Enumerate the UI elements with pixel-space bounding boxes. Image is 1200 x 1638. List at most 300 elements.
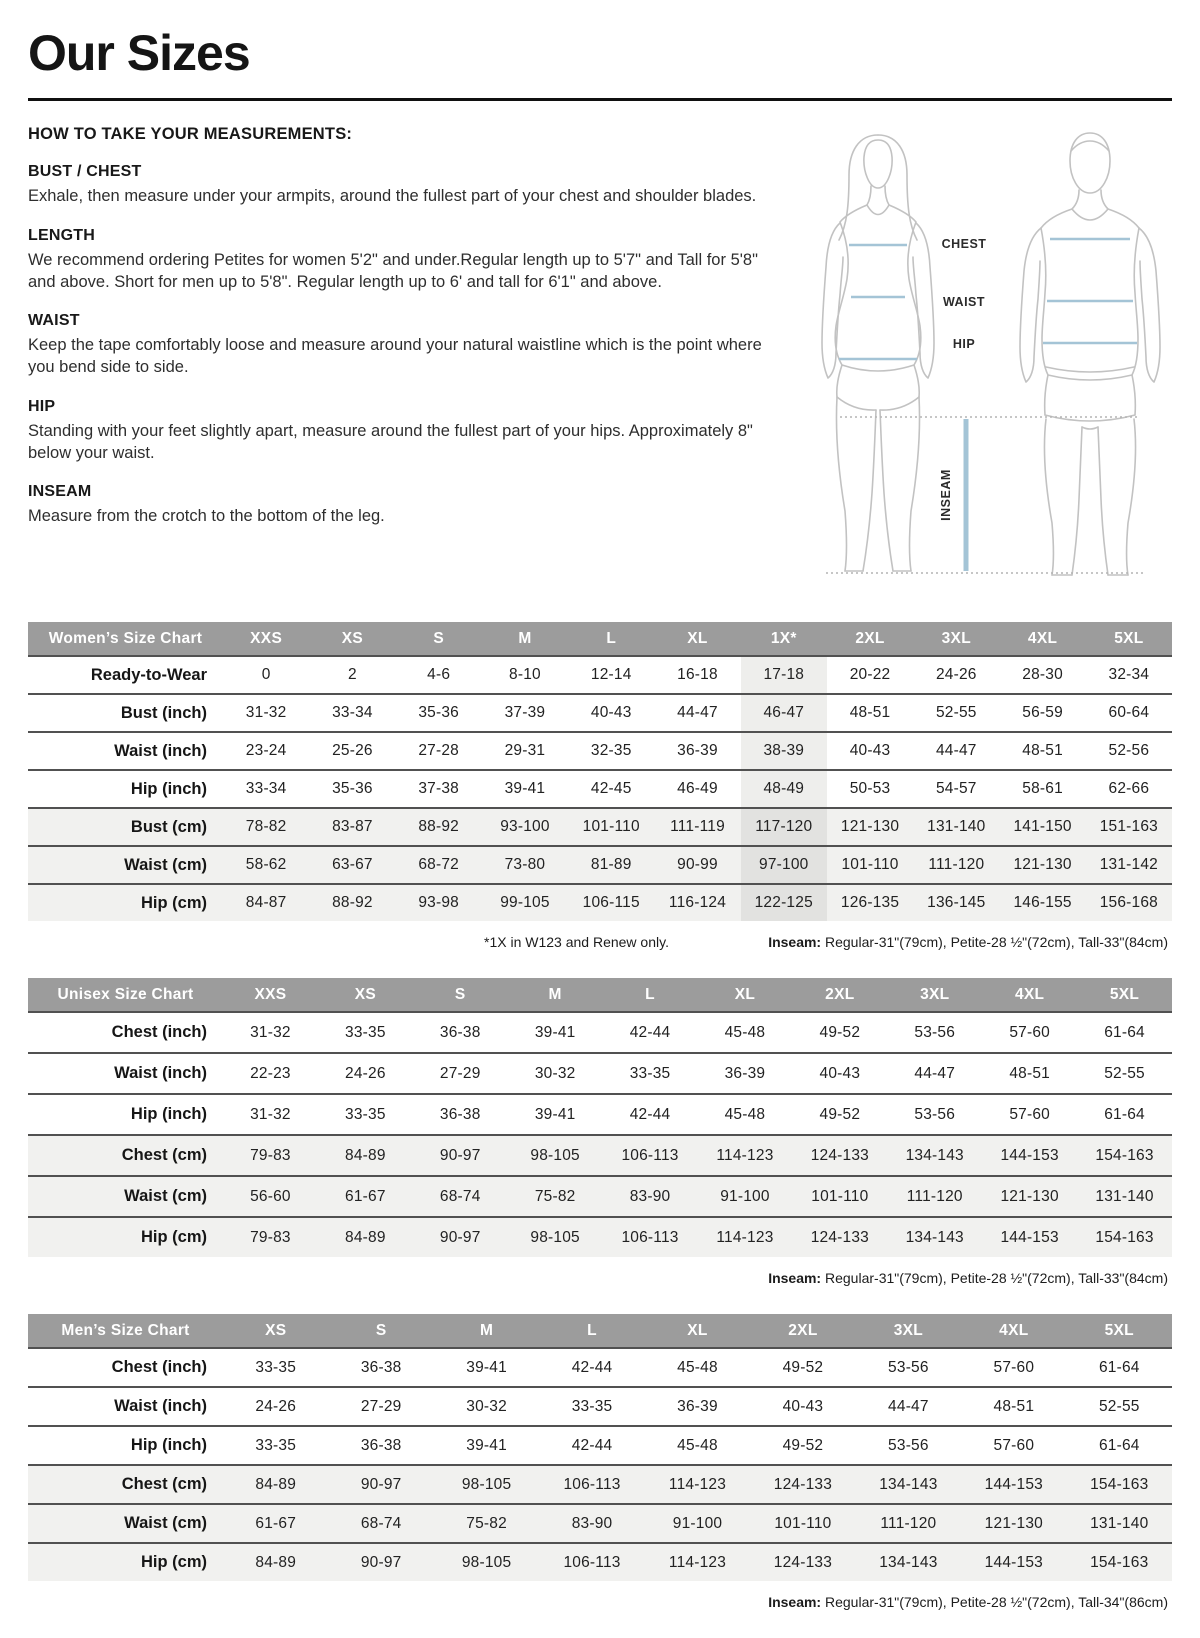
table-row <box>28 1011 1172 1052</box>
size-cell: 31-32 <box>250 1023 291 1041</box>
size-cell: 44-47 <box>677 704 718 721</box>
column-header: L <box>645 985 655 1003</box>
size-cell: 106-113 <box>563 1475 621 1493</box>
table-header-row <box>28 978 1172 1011</box>
size-cell: 52-55 <box>1104 1064 1145 1082</box>
row-label: Hip (cm) <box>141 1553 207 1571</box>
size-cell: 20-22 <box>849 666 891 683</box>
table-row <box>28 883 1172 921</box>
size-cell: 101-110 <box>582 818 640 835</box>
size-cell: 61-64 <box>1104 1105 1145 1123</box>
size-cell: 75-82 <box>466 1514 507 1532</box>
size-cell: 28-30 <box>1022 666 1063 683</box>
column-header: 3XL <box>920 985 950 1003</box>
footnote-inseam-note: Inseam: Regular-31"(79cm), Petite-28 ½"(72cm), Tall-34"(86cm) <box>768 1594 1168 1610</box>
size-cell: 57-60 <box>1009 1105 1050 1123</box>
size-cell: 29-31 <box>504 742 546 759</box>
size-cell: 16-18 <box>677 666 718 683</box>
table-row <box>28 1347 1172 1386</box>
footnote-inseam-label: Inseam: <box>768 1594 822 1610</box>
size-cell: 58-62 <box>245 856 287 873</box>
size-cell: 24-26 <box>345 1064 386 1082</box>
size-cell: 35-36 <box>332 780 373 797</box>
column-header: XL <box>687 1321 708 1339</box>
size-cell: 4-6 <box>427 666 451 683</box>
size-cell: 144-153 <box>984 1475 1043 1493</box>
table-row <box>28 1425 1172 1464</box>
size-cell: 45-48 <box>677 1358 718 1376</box>
size-cell: 136-145 <box>927 894 986 911</box>
size-cell: 114-123 <box>716 1146 774 1164</box>
size-cell: 49-52 <box>819 1023 861 1041</box>
size-cell: 42-44 <box>629 1105 671 1123</box>
size-cell: 144-153 <box>1000 1228 1059 1246</box>
size-cell: 31-32 <box>250 1105 291 1123</box>
size-cell: 57-60 <box>993 1436 1035 1454</box>
size-cell: 30-32 <box>466 1397 507 1415</box>
row-label: Chest (inch) <box>111 1358 207 1376</box>
size-cell: 79-83 <box>250 1146 291 1164</box>
size-cell: 57-60 <box>1009 1023 1050 1041</box>
section-heading: BUST / CHEST <box>28 163 142 180</box>
table-row <box>28 1134 1172 1175</box>
footnote-inseam-label: Inseam: <box>768 934 822 950</box>
body-measurement-illustration <box>790 127 1182 589</box>
size-cell: 46-47 <box>741 695 827 731</box>
size-cell: 48-51 <box>993 1397 1035 1415</box>
table-row <box>28 693 1172 731</box>
section-waist <box>28 312 784 379</box>
size-cell: 42-44 <box>571 1436 613 1454</box>
size-cell: 134-143 <box>905 1228 964 1246</box>
column-header: L <box>587 1321 597 1339</box>
size-cell: 31-32 <box>245 704 287 721</box>
size-cell: 33-35 <box>571 1397 613 1415</box>
size-cell: 90-97 <box>439 1146 481 1164</box>
size-cell: 36-38 <box>439 1105 481 1123</box>
column-header: 4XL <box>999 1321 1029 1339</box>
column-header: S <box>375 1321 387 1339</box>
table-footnote <box>28 1594 1172 1610</box>
row-label: Waist (inch) <box>114 1064 207 1082</box>
row-label: Chest (inch) <box>111 1023 207 1041</box>
size-cell: 36-39 <box>724 1064 766 1082</box>
size-cell: 22-23 <box>250 1064 291 1082</box>
size-cell: 23-24 <box>245 742 287 759</box>
section-heading: LENGTH <box>28 226 95 244</box>
title-divider <box>28 98 1172 101</box>
size-cell: 84-89 <box>345 1228 386 1246</box>
size-cell: 27-29 <box>360 1397 402 1415</box>
column-header: 2XL <box>788 1321 818 1339</box>
page-title: Our Sizes <box>28 25 250 81</box>
column-header: L <box>606 629 617 647</box>
size-cell: 141-150 <box>1013 818 1072 835</box>
female-figure <box>822 135 934 571</box>
section-body: We recommend ordering Petites for women 5'2" and under.Regular length up to 5'7" and Tall for 5'8" and above. Short for men up to 5'8". Regular length up to 6' and tall for 6'1" and above. <box>28 250 758 291</box>
table-row <box>28 1503 1172 1542</box>
row-label: Chest (cm) <box>121 1475 207 1493</box>
size-cell: 134-143 <box>879 1553 938 1571</box>
size-cell: 32-35 <box>590 742 632 759</box>
size-cell: 53-56 <box>914 1105 956 1123</box>
size-cell: 24-26 <box>255 1397 297 1415</box>
footnote-inseam-note: Inseam: Regular-31"(79cm), Petite-28 ½"(72cm), Tall-33"(84cm) <box>768 1270 1168 1286</box>
size-cell: 124-133 <box>810 1228 869 1246</box>
size-cell: 111-120 <box>906 1187 963 1205</box>
size-cell: 45-48 <box>724 1023 766 1041</box>
row-label: Bust (inch) <box>120 703 207 722</box>
size-cell: 144-153 <box>1000 1146 1059 1164</box>
inseam-label: INSEAM <box>939 469 953 521</box>
size-cell: 101-110 <box>774 1514 832 1532</box>
size-cell: 84-87 <box>245 894 287 911</box>
table-row <box>28 1464 1172 1503</box>
table-row <box>28 1386 1172 1425</box>
size-cell: 36-38 <box>360 1358 402 1376</box>
size-cell: 98-105 <box>461 1475 512 1493</box>
size-cell: 88-92 <box>332 894 373 911</box>
size-cell: 144-153 <box>984 1553 1043 1571</box>
size-cell: 114-123 <box>668 1553 727 1571</box>
size-cell: 33-35 <box>255 1436 297 1454</box>
table-row <box>28 807 1172 845</box>
size-cell: 56-60 <box>250 1187 291 1205</box>
column-header: 4XL <box>1027 629 1058 647</box>
size-cell: 27-29 <box>439 1064 481 1082</box>
size-cell: 61-64 <box>1098 1358 1140 1376</box>
column-header: M <box>548 985 562 1003</box>
size-cell: 27-28 <box>418 742 459 759</box>
size-cell: 48-51 <box>849 704 891 721</box>
size-cell: 117-120 <box>741 809 827 845</box>
column-header: 2XL <box>825 985 855 1003</box>
size-cell: 53-56 <box>914 1023 956 1041</box>
size-cell: 146-155 <box>1013 894 1072 911</box>
column-header: XS <box>341 629 364 647</box>
row-label: Hip (cm) <box>141 893 207 912</box>
size-cell: 93-98 <box>418 894 459 911</box>
row-label: Bust (cm) <box>130 817 207 836</box>
size-cell: 24-26 <box>935 666 977 683</box>
size-cell: 17-18 <box>741 657 827 693</box>
size-cell: 53-56 <box>888 1358 929 1376</box>
size-cell: 40-43 <box>819 1064 861 1082</box>
unisex-size-table <box>28 978 1172 1286</box>
size-cell: 36-38 <box>439 1023 481 1041</box>
size-cell: 39-41 <box>534 1023 576 1041</box>
size-cell: 39-41 <box>466 1358 507 1376</box>
table-footnote <box>28 934 1172 950</box>
column-header: XXS <box>250 629 283 647</box>
section-heading: INSEAM <box>28 483 92 501</box>
size-cell: 58-61 <box>1022 780 1063 797</box>
column-header: 2XL <box>855 629 885 647</box>
size-cell: 90-99 <box>677 856 718 873</box>
row-label: Waist (cm) <box>124 1187 207 1205</box>
measurements-section <box>28 125 1172 594</box>
size-cell: 99-105 <box>500 894 550 911</box>
row-label: Waist (inch) <box>114 1397 207 1415</box>
size-cell: 111-120 <box>880 1514 937 1532</box>
size-cell: 83-90 <box>571 1514 613 1532</box>
size-cell: 36-38 <box>360 1436 402 1454</box>
section-inseam <box>28 483 784 528</box>
size-cell: 116-124 <box>668 894 727 911</box>
size-cell: 114-123 <box>716 1228 774 1246</box>
size-cell: 44-47 <box>914 1064 956 1082</box>
table-header-row <box>28 622 1172 655</box>
table-header-row <box>28 1314 1172 1347</box>
size-cell: 36-39 <box>677 742 718 759</box>
size-cell: 33-34 <box>332 704 373 721</box>
size-cell: 32-34 <box>1108 666 1150 683</box>
column-header: XL <box>734 985 756 1003</box>
size-cell: 42-44 <box>571 1358 613 1376</box>
size-cell: 42-45 <box>590 780 632 797</box>
size-cell: 49-52 <box>782 1358 824 1376</box>
column-header: 5XL <box>1114 629 1144 647</box>
size-cell: 84-89 <box>255 1475 297 1493</box>
section-heading: HIP <box>28 397 56 415</box>
chest-label: CHEST <box>941 237 987 251</box>
table-row <box>28 1542 1172 1581</box>
section-body: Measure from the crotch to the bottom of the leg. <box>28 507 385 526</box>
size-cell: 33-34 <box>245 780 287 797</box>
table-row <box>28 769 1172 807</box>
size-cell: 39-41 <box>534 1105 576 1123</box>
size-cell: 90-97 <box>439 1228 481 1246</box>
size-cell: 121-130 <box>984 1514 1043 1532</box>
footnote-inseam-note: Inseam: Regular-31"(79cm), Petite-28 ½"(72cm), Tall-33"(84cm) <box>768 934 1168 950</box>
size-cell: 57-60 <box>993 1358 1035 1376</box>
size-cell: 40-43 <box>590 704 632 721</box>
row-label: Hip (inch) <box>130 779 207 798</box>
size-cell: 93-100 <box>500 818 550 835</box>
row-label: Waist (cm) <box>124 855 207 874</box>
table-row <box>28 655 1172 693</box>
size-cell: 134-143 <box>905 1146 964 1164</box>
size-cell: 45-48 <box>677 1436 718 1454</box>
section-body: Standing with your feet slightly apart, measure around the fullest part of your hips. Approximately 8" below your waist. <box>28 421 753 462</box>
table-title: Unisex Size Chart <box>57 985 194 1003</box>
size-cell: 114-123 <box>668 1475 727 1493</box>
size-cell: 126-135 <box>840 894 900 911</box>
size-cell: 68-74 <box>360 1514 402 1532</box>
size-cell: 53-56 <box>888 1436 929 1454</box>
size-cell: 48-49 <box>741 771 827 807</box>
size-cell: 46-49 <box>677 780 718 797</box>
row-label: Waist (cm) <box>124 1514 207 1532</box>
size-cell: 33-35 <box>629 1064 671 1082</box>
measurement-diagram <box>790 127 1182 594</box>
size-cell: 35-36 <box>418 704 459 721</box>
size-cell: 134-143 <box>879 1475 938 1493</box>
table-title: Men’s Size Chart <box>61 1321 190 1339</box>
size-cell: 33-35 <box>345 1105 386 1123</box>
column-header: 5XL <box>1109 985 1140 1003</box>
size-cell: 8-10 <box>509 666 541 683</box>
size-cell: 33-35 <box>345 1023 386 1041</box>
row-label: Ready-to-Wear <box>90 665 207 684</box>
size-cell: 61-64 <box>1104 1023 1145 1041</box>
size-cell: 156-168 <box>1099 894 1158 911</box>
size-cell: 37-39 <box>504 704 546 721</box>
size-cell: 62-66 <box>1108 780 1150 797</box>
size-cell: 111-119 <box>670 818 725 835</box>
column-header: XXS <box>254 985 287 1003</box>
column-header: XL <box>687 629 708 647</box>
size-cell: 106-113 <box>621 1146 679 1164</box>
table-row <box>28 1093 1172 1134</box>
size-cell: 2 <box>347 666 357 683</box>
size-cell: 122-125 <box>741 885 827 921</box>
section-bust-chest <box>28 163 784 208</box>
size-cell: 38-39 <box>741 733 827 769</box>
size-cell: 48-51 <box>1022 742 1063 759</box>
hip-label: HIP <box>952 337 976 351</box>
size-cell: 40-43 <box>782 1397 824 1415</box>
size-cell: 79-83 <box>250 1228 291 1246</box>
footnote-1x-note: *1X in W123 and Renew only. <box>484 934 669 950</box>
row-label: Hip (inch) <box>130 1105 207 1123</box>
size-cell: 88-92 <box>418 818 459 835</box>
waist-label: WAIST <box>942 295 986 309</box>
size-cell: 44-47 <box>935 742 977 759</box>
size-cell: 106-113 <box>621 1228 679 1246</box>
row-label: Chest (cm) <box>121 1146 207 1164</box>
size-cell: 49-52 <box>782 1436 824 1454</box>
column-header: 5XL <box>1104 1321 1134 1339</box>
section-heading: WAIST <box>28 312 80 330</box>
size-cell: 25-26 <box>332 742 373 759</box>
size-cell: 131-140 <box>927 818 986 835</box>
size-cell: 131-140 <box>1090 1514 1149 1532</box>
size-cell: 106-113 <box>563 1553 621 1571</box>
size-cell: 52-55 <box>1098 1397 1140 1415</box>
table-row <box>28 1175 1172 1216</box>
size-cell: 36-39 <box>677 1397 718 1415</box>
section-body: Exhale, then measure under your armpits, around the fullest part of your chest and shoulder blades. <box>28 187 757 205</box>
size-cell: 98-105 <box>530 1228 580 1246</box>
size-cell: 90-97 <box>360 1475 402 1493</box>
instructions-column <box>28 125 784 528</box>
column-header: 1X* <box>770 629 797 647</box>
column-header: S <box>433 629 444 647</box>
size-cell: 83-87 <box>332 818 373 835</box>
section-length <box>28 227 784 294</box>
size-cell: 0 <box>261 666 271 683</box>
size-cell: 154-163 <box>1090 1475 1149 1493</box>
size-cell: 124-133 <box>773 1475 833 1493</box>
size-cell: 154-163 <box>1090 1553 1149 1571</box>
size-cell: 98-105 <box>461 1553 512 1571</box>
size-cell: 42-44 <box>629 1023 671 1041</box>
size-cell: 91-100 <box>672 1514 723 1532</box>
size-cell: 84-89 <box>345 1146 386 1164</box>
table-footnote <box>28 1270 1172 1286</box>
size-cell: 97-100 <box>741 847 827 883</box>
size-cell: 75-82 <box>534 1187 576 1205</box>
size-cell: 40-43 <box>849 742 891 759</box>
table-row <box>28 1216 1172 1257</box>
size-cell: 37-38 <box>418 780 459 797</box>
size-cell: 91-100 <box>720 1187 770 1205</box>
womens-size-table <box>28 622 1172 950</box>
size-cell: 49-52 <box>819 1105 861 1123</box>
row-label: Hip (cm) <box>141 1228 207 1246</box>
size-cell: 101-110 <box>841 856 899 873</box>
mens-size-table <box>28 1314 1172 1610</box>
size-cell: 61-67 <box>345 1187 386 1205</box>
size-cell: 39-41 <box>466 1436 507 1454</box>
size-cell: 154-163 <box>1095 1228 1154 1246</box>
size-cell: 98-105 <box>530 1146 580 1164</box>
size-cell: 63-67 <box>332 856 373 873</box>
column-header: 4XL <box>1014 985 1045 1003</box>
size-cell: 124-133 <box>810 1146 869 1164</box>
table-row <box>28 845 1172 883</box>
size-cell: 60-64 <box>1108 704 1150 721</box>
size-cell: 61-64 <box>1098 1436 1140 1454</box>
size-cell: 78-82 <box>245 818 287 835</box>
size-cell: 131-140 <box>1095 1187 1154 1205</box>
size-cell: 54-57 <box>935 780 977 797</box>
table-title: Women’s Size Chart <box>48 629 203 647</box>
size-cell: 48-51 <box>1009 1064 1050 1082</box>
size-cell: 12-14 <box>590 666 632 683</box>
size-cell: 45-48 <box>724 1105 766 1123</box>
size-cell: 68-72 <box>418 856 459 873</box>
column-header: XS <box>265 1321 287 1339</box>
size-cell: 106-115 <box>582 894 640 911</box>
row-label: Waist (inch) <box>114 741 207 760</box>
size-cell: 121-130 <box>840 818 900 835</box>
size-cell: 81-89 <box>590 856 632 873</box>
table-row <box>28 731 1172 769</box>
section-hip <box>28 398 784 465</box>
section-body: Keep the tape comfortably loose and measure around your natural waistline which is the point where you bend side to side. <box>28 336 762 377</box>
how-to-heading: HOW TO TAKE YOUR MEASUREMENTS: <box>28 125 353 143</box>
male-figure <box>1020 133 1160 575</box>
size-cell: 151-163 <box>1099 818 1158 835</box>
size-cell: 73-80 <box>504 856 546 873</box>
size-cell: 124-133 <box>773 1553 833 1571</box>
size-cell: 68-74 <box>439 1187 481 1205</box>
size-cell: 52-56 <box>1108 742 1150 759</box>
column-header: M <box>518 629 532 647</box>
column-header: XS <box>354 985 376 1003</box>
size-cell: 39-41 <box>504 780 546 797</box>
size-cell: 121-130 <box>1000 1187 1059 1205</box>
column-header: M <box>479 1321 494 1339</box>
size-cell: 131-142 <box>1099 856 1158 873</box>
size-cell: 44-47 <box>888 1397 929 1415</box>
size-cell: 56-59 <box>1022 704 1063 721</box>
size-cell: 90-97 <box>360 1553 402 1571</box>
size-cell: 83-90 <box>629 1187 671 1205</box>
size-cell: 84-89 <box>255 1553 297 1571</box>
column-header: 3XL <box>893 1321 924 1339</box>
size-cell: 50-53 <box>849 780 891 797</box>
size-cell: 101-110 <box>811 1187 869 1205</box>
size-cell: 154-163 <box>1095 1146 1154 1164</box>
size-cell: 30-32 <box>534 1064 576 1082</box>
size-cell: 52-55 <box>935 704 977 721</box>
column-header: 3XL <box>941 629 971 647</box>
footnote-inseam-label: Inseam: <box>768 1270 822 1286</box>
size-cell: 33-35 <box>255 1358 297 1376</box>
